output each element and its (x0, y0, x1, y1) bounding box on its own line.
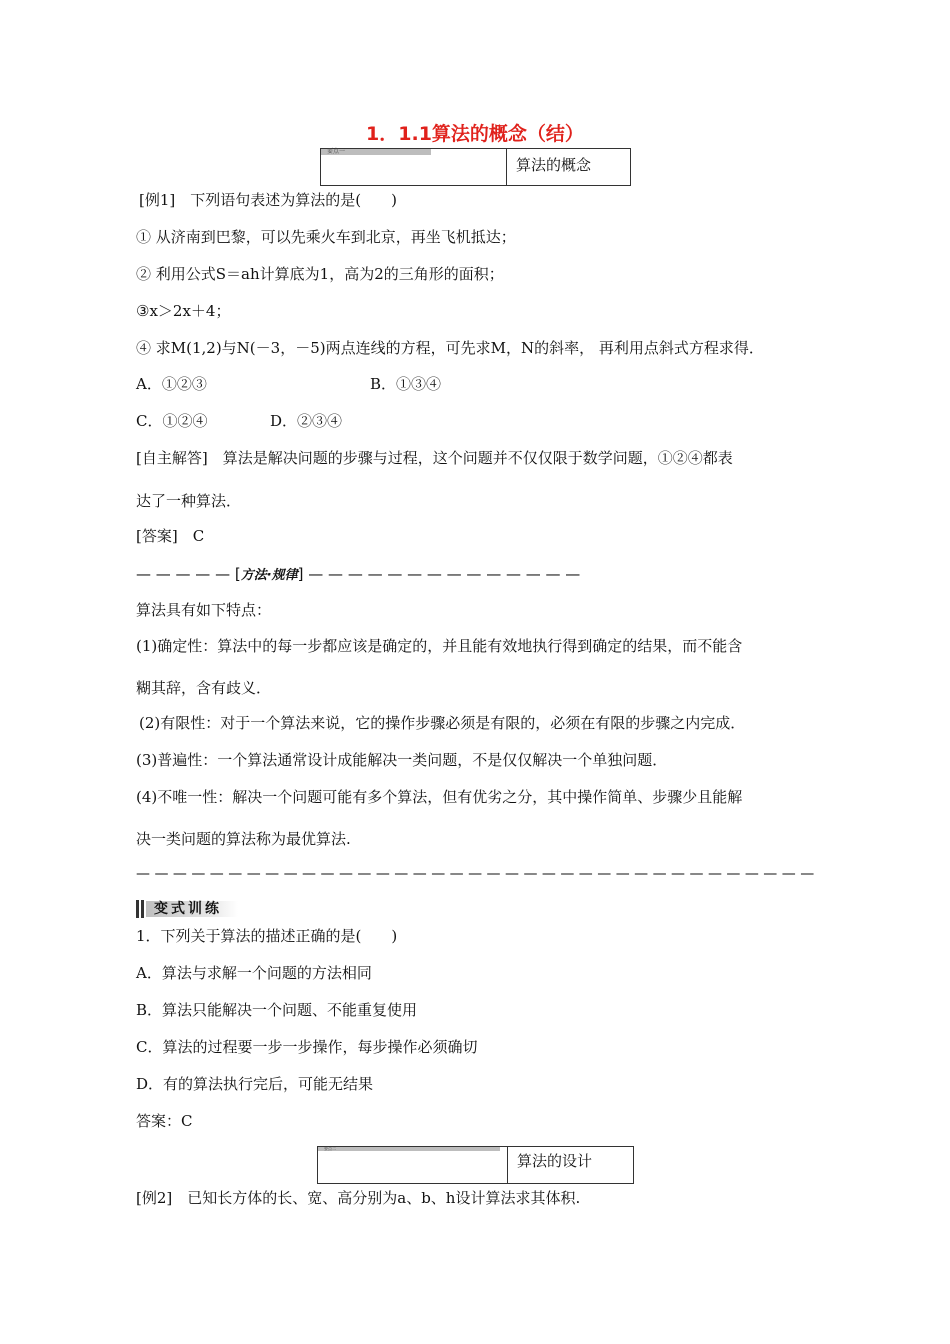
training-header-text: 变式训练 (154, 901, 222, 917)
training-header-bar (136, 900, 139, 918)
example1-solution-line1: [自主解答] 算法是解决问题的步骤与过程，这个问题并不仅仅限于数学问题，①②④都表 (136, 449, 733, 467)
example1-item-3: ③x＞2x＋4； (136, 302, 231, 320)
section-box-left-cell (321, 149, 507, 185)
section-box-concept (320, 148, 631, 186)
training-question: 1．下列关于算法的描述正确的是( ) (136, 927, 398, 945)
example1-option-c: C．①②④ (136, 412, 208, 430)
example1-answer: [答案] C (136, 527, 205, 545)
training-header (136, 900, 238, 918)
example1-item-4: ④ 求M(1,2)与N(－3，－5)两点连线的方程，可先求M，N的斜率， 再利用点斜式方程求得． (136, 339, 764, 357)
section-box-left-cell (318, 1147, 508, 1183)
method-point-1-line1: (1)确定性：算法中的每一步都应该是确定的，并且能有效地执行得到确定的结果，而不能含 (136, 637, 743, 655)
method-point-4-line2: 决一类问题的算法称为最优算法. (136, 830, 351, 848)
example1-question: [例1] 下列语句表述为算法的是( ) (139, 191, 397, 209)
page-title: 1．1.1算法的概念（结） (366, 123, 584, 145)
example1-item-1: ① 从济南到巴黎，可以先乘火车到北京，再坐飞机抵达； (136, 228, 516, 246)
training-option-c: C．算法的过程要一步一步操作，每步操作必须确切 (136, 1038, 478, 1056)
example1-item-2: ② 利用公式S＝ah计算底为1，高为2的三角形的面积； (136, 265, 504, 283)
example1-option-a: A．①②③ (136, 375, 207, 393)
method-point-4-line1: (4)不唯一性：解决一个问题可能有多个算法，但有优劣之分，其中操作简单、步骤少且能解 (136, 788, 743, 806)
method-point-1-line2: 糊其辞，含有歧义． (136, 679, 272, 697)
section-tag: 要点一 (327, 148, 346, 155)
section-label: 算法的设计 (517, 1152, 593, 1170)
example1-option-d: D．②③④ (270, 412, 343, 430)
method-intro: 算法具有如下特点： (136, 601, 272, 619)
training-header-bar (141, 900, 144, 918)
training-answer: 答案：C (136, 1112, 193, 1130)
method-divider (136, 564, 580, 586)
section-tag-bar (318, 1147, 500, 1151)
training-option-a: A．算法与求解一个问题的方法相同 (136, 964, 372, 982)
section-label: 算法的概念 (516, 156, 592, 174)
method-label: 方法·规律 (240, 568, 298, 583)
section-box-design (317, 1146, 634, 1184)
example1-option-b: B．①③④ (370, 375, 442, 393)
training-option-b: B．算法只能解决一个问题、不能重复使用 (136, 1001, 418, 1019)
example2-question: [例2] 已知长方体的长、宽、高分别为a、b、h设计算法求其体积. (136, 1189, 581, 1207)
method-point-3: (3)普遍性：一个算法通常设计成能解决一类问题，不是仅仅解决一个单独问题． (136, 751, 668, 769)
training-option-d: D．有的算法执行完后，可能无结果 (136, 1075, 374, 1093)
method-dash-left: — — — — — [ (136, 565, 241, 583)
example1-solution-line2: 达了一种算法． (136, 492, 242, 510)
method-point-2: (2)有限性：对于一个算法来说，它的操作步骤必须是有限的，必须在有限的步骤之内完成． (139, 714, 746, 732)
method-bottom-divider: — — — — — — — — — — — — — — — — — — — — — — — — — — — — — — — — — — — — — (136, 866, 815, 882)
section-tag: 要点二 (324, 1146, 336, 1151)
method-dash-right: ] — — — — — — — — — — — — — — (297, 565, 581, 583)
